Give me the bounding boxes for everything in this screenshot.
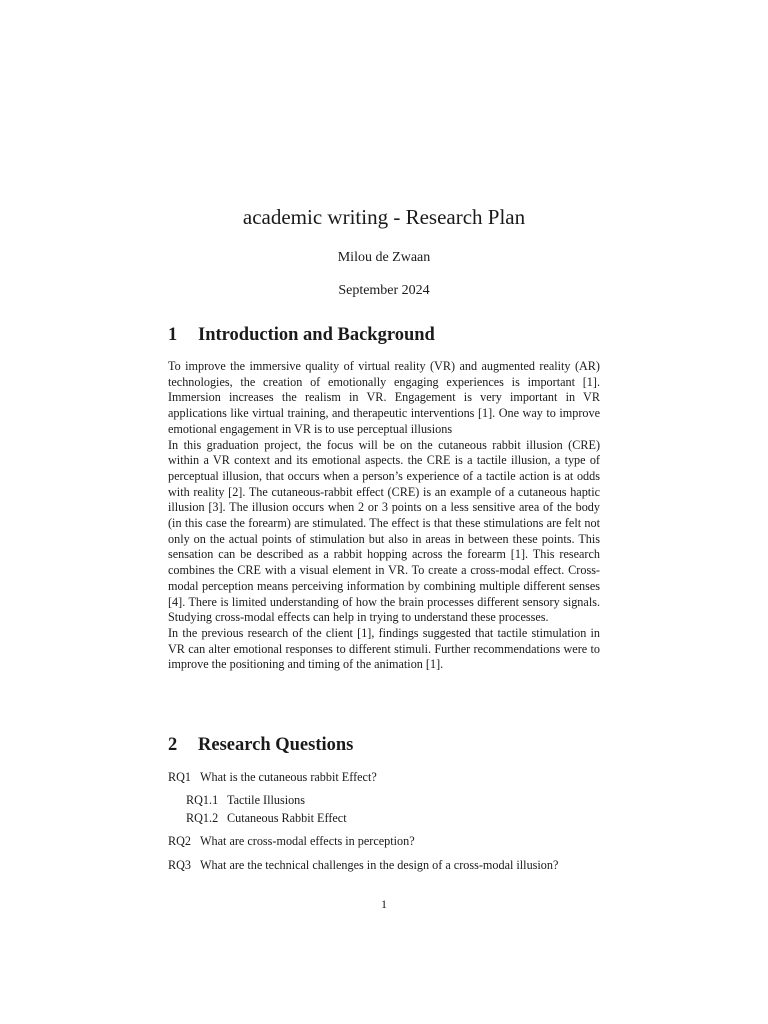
paragraph: In this graduation project, the focus will be on the cutaneous rabbit illusion (CRE) within a VR context and its emotional aspects. the CRE is a tactile illusion, a type of perceptual illusion, that occurs when a person’s experience of a tactile action is at odds with reality [2]. The cutaneous-rabbit effect (CRE) is an example of a cutaneous haptic illusion [3]. The illusion occurs when 2 or 3 points on a less sensitive area of the body (in this case the forearm) are stimulated. The effect is that these stimulations are felt not only on the actual points of stimulation but also in areas in between these points. This sensation can be described as a rabbit hopping across the forearm [1]. This research combines the CRE with a visual element in VR. To create a cross-modal effect. Cross-modal perception means perceiving information by combining multiple different senses [4]. There is limited understanding of how the brain processes different sensory signals. Studying cross-modal effects can help in trying to understand these processes.	[168, 437, 600, 625]
list-item	[168, 858, 558, 873]
document-date: September 2024	[338, 283, 430, 298]
list-item	[168, 834, 415, 849]
section-title: Introduction and Background	[198, 325, 435, 345]
section-number: 1	[168, 325, 178, 345]
introduction-body	[168, 359, 600, 673]
question-text: What are the technical challenges in the design of a cross-modal illusion?	[200, 858, 559, 872]
list-item	[168, 770, 377, 785]
paragraph: In the previous research of the client [1], findings suggested that tactile stimulation in VR can alter emotional responses to different stimuli. Further recommendations were to improve the positioning and timing of the animation [1].	[168, 625, 600, 672]
list-item	[186, 811, 347, 826]
section-number: 2	[168, 735, 178, 755]
paragraph: To improve the immersive quality of virtual reality (VR) and augmented reality (AR) technologies, the creation of emotionally engaging experiences is important [1]. Immersion increases the realism in VR. Engagement is very important in VR applications like virtual training, and therapeutic interventions [1]. One way to improve emotional engagement in VR is to use perceptual illusions	[168, 359, 600, 436]
list-item	[186, 793, 305, 808]
question-tag: RQ3	[168, 858, 192, 872]
page-number: 1	[381, 897, 387, 911]
section-title: Research Questions	[198, 735, 354, 755]
question-text: What is the cutaneous rabbit Effect?	[200, 770, 377, 784]
question-text: What are cross-modal effects in perception?	[200, 834, 415, 848]
question-tag: RQ1.1	[186, 793, 219, 807]
section-heading-introduction	[168, 325, 435, 346]
section-heading-research-questions	[168, 735, 353, 756]
document-title: academic writing - Research Plan	[242, 205, 526, 229]
question-tag: RQ1	[168, 770, 192, 784]
question-text: Tactile Illusions	[227, 793, 306, 807]
question-text: Cutaneous Rabbit Effect	[227, 811, 347, 825]
question-tag: RQ2	[168, 834, 192, 848]
question-tag: RQ1.2	[186, 811, 219, 825]
author-name: Milou de Zwaan	[337, 250, 431, 265]
